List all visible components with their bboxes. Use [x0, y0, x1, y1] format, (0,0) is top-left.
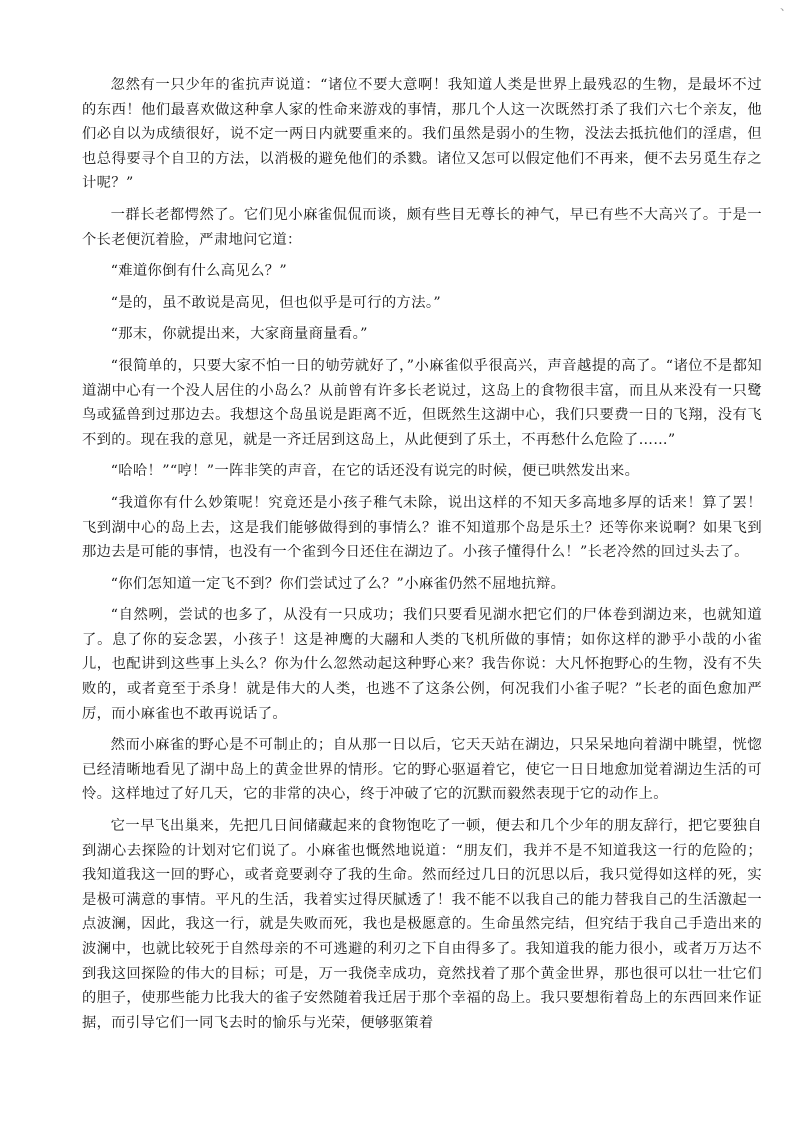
paragraph: “难道你倒有什么高见么？”	[110, 263, 288, 280]
paragraph: “是的，虽不敢说是高见，但也似乎是可行的方法。”	[110, 294, 441, 311]
corner-mark: 、	[779, 0, 792, 13]
paragraph: 然而小麻雀的野心是不可制止的；自从那一日以后，它天天站在湖边，只呆呆地向着湖中眺望，恍惚已经清晰地看见了湖中岛上的黄金世界的情形。它的野心驱逼着它，使它一日日地愈加觉着湖边生活的可怜。这样地过了好几天，它的非常的决心，终于冲破了它的沉默而毅然表现于它的动作上。	[82, 737, 762, 803]
paragraph: 它一早飞出巢来，先把几日间储藏起来的食物饱吃了一顿，便去和几个少年的朋友辞行，把它要独自到湖心去探险的计划对它们说了。小麻雀也慨然地说道：“朋友们，我并不是不知道我这一行的危险的；我知道我这一回的野心，或者竟要剥夺了我的生命。然而经过几日的沉思以后，我只觉得如这样的死，实是极可满意的事情。平凡的生活，我着实过得厌腻透了！我不能不以我自己的能力替我自己的生活激起一点波澜，因此，我这一行，就是失败而死，我也是极愿意的。生命虽然完结，但究结于我自己手造出来的波澜中，也就比较死于自然母亲的不可逃避的利刃之下自由得多了。我知道我的能力很小，或者万万达不到我这回探险的伟大的目标；可是，万一我侥幸成功，竟然找着了那个黄金世界，那也很可以壮一壮它们的胆子，使那些能力比我大的雀子安然随着我迁居于那个幸福的岛上。我只要想衔着岛上的东西回来作证据，而引导它们一同飞去时的愉乐与光荣，便够驱策着	[82, 818, 762, 1031]
paragraph: “那末，你就提出来，大家商量商量看。”	[110, 326, 368, 343]
paragraph: 忽然有一只少年的雀抗声说道：“诸位不要大意啊！我知道人类是世界上最残忍的生物，是最坏不过的东西！他们最喜欢做这种拿人家的性命来游戏的事情，那几个人这一次既然打杀了我们六七个亲友，他们必自以为成绩很好，说不定一两日内就要重来的。我们虽然是弱小的生物，没法去抵抗他们的淫虐，但也总得要寻个自卫的方法，以消极的避免他们的杀戮。诸位又怎可以假定他们不再来，便不去另觅生存之计呢？”	[82, 77, 762, 192]
paragraph: “很简单的，只要大家不怕一日的劬劳就好了，”小麻雀似乎很高兴，声音越提的高了。“诸位不是都知道湖中心有一个没人居住的小岛么？从前曾有许多长老说过，这岛上的食物很丰富，而且从来没有一只鹭鸟或猛兽到过那边去。我想这个岛虽说是距离不近，但既然生这湖中心，我们只要费一日的飞翔，没有飞不到的。现在我的意见，就是一齐迁居到这岛上，从此便到了乐土，不再愁什么危险了……”	[82, 357, 762, 448]
paragraph: “我道你有什么妙策呢！究竟还是小孩子稚气未除，说出这样的不知天多高地多厚的话来！算了罢！飞到湖中心的岛上去，这是我们能够做得到的事情么？谁不知道那个岛是乐土？还等你来说啊？如果飞到那边去是可能的事情，也没有一个雀到今日还住在湖边了。小孩子懂得什么！”长老冷然的回过头去了。	[82, 494, 762, 561]
paragraph: “你们怎知道一定飞不到？你们尝试过了么？”小麻雀仍然不屈地抗辩。	[110, 575, 566, 592]
text-body	[82, 73, 762, 1035]
paragraph: “自然咧，尝试的也多了，从没有一只成功；我们只要看见湖水把它们的尸体卷到湖边来，也就知道了。息了你的妄念罢，小孩子！这是神鹰的大翮和人类的飞机所做的事情；如你这样的渺乎小哉的小雀儿，也配讲到这些事上头么？你为什么忽然动起这种野心来？我告你说：大凡怀抱野心的生物，没有不失败的，或者竟至于杀身！就是伟大的人类，也逃不了这条公例，何况我们小雀子呢？”长老的面色愈加严厉，而小麻雀也不敢再说话了。	[82, 607, 762, 722]
paragraph: 一群长老都愕然了。它们见小麻雀侃侃而谈，颇有些目无尊长的神气，早已有些不大高兴了。于是一个长老便沉着脸，严肃地问它道：	[82, 206, 762, 248]
paragraph: “哈哈！”“哼！”一阵非笑的声音，在它的话还没有说完的时候，便已哄然发出来。	[110, 463, 640, 480]
